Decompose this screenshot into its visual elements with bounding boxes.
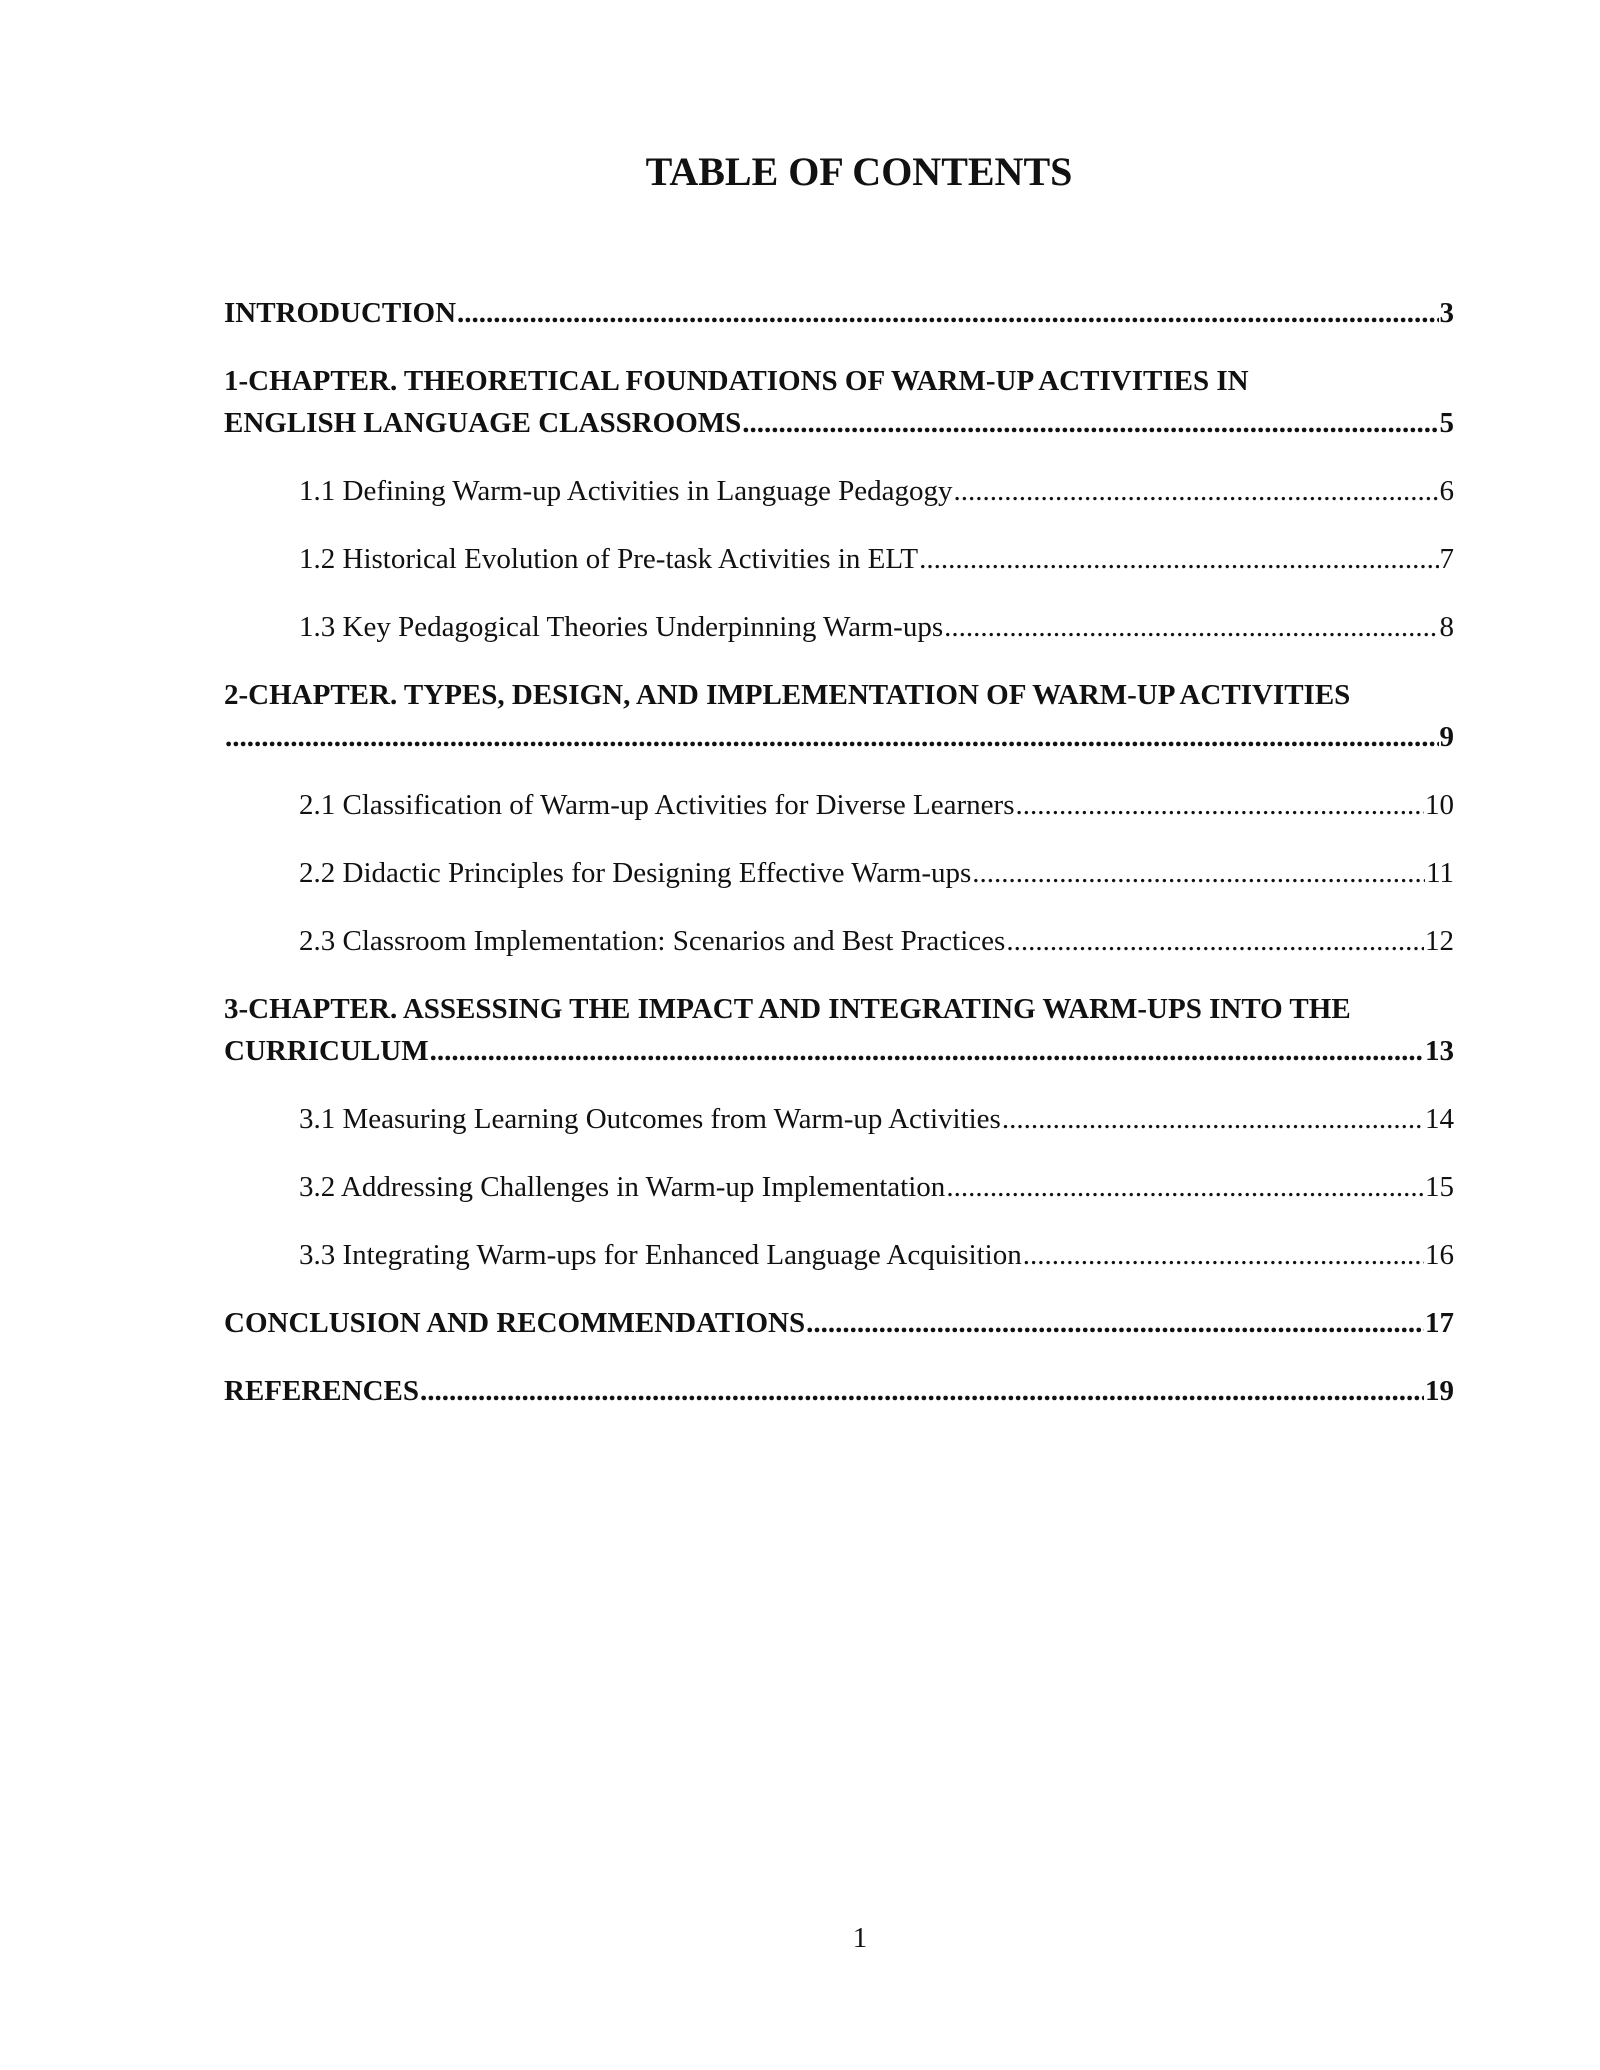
- toc-dot-leader: [972, 852, 1425, 894]
- toc-chapter-entry[interactable]: [224, 1370, 1454, 1438]
- toc-section-entry[interactable]: [299, 1098, 1454, 1166]
- toc-chapter-entry[interactable]: [224, 988, 1454, 1098]
- toc-section-entry[interactable]: [299, 920, 1454, 988]
- toc-page-number: 13: [1425, 1035, 1454, 1067]
- toc-chapter-entry[interactable]: [224, 1302, 1454, 1370]
- toc-entry-title: 3.1 Measuring Learning Outcomes from Warm-up Activities: [299, 1103, 1001, 1135]
- toc-entry-title: 3.2 Addressing Challenges in Warm-up Implementation: [299, 1171, 946, 1203]
- toc-section-entry[interactable]: [299, 852, 1454, 920]
- toc-section-entry[interactable]: [299, 784, 1454, 852]
- toc-entry-title-line: 2-CHAPTER. TYPES, DESIGN, AND IMPLEMENTATION OF WARM-UP ACTIVITIES: [224, 679, 1351, 711]
- toc-dot-leader: [420, 1370, 1424, 1412]
- toc-page-number: 3: [1439, 297, 1454, 329]
- toc-entry-title: 1.3 Key Pedagogical Theories Underpinning Warm-ups: [299, 611, 944, 643]
- toc-dot-leader: [1023, 1234, 1424, 1276]
- toc-section-entry[interactable]: [299, 1234, 1454, 1302]
- page-title: TABLE OF CONTENTS: [645, 149, 1073, 194]
- toc-dot-leader: [1002, 1098, 1424, 1140]
- toc-chapter-entry[interactable]: [224, 674, 1454, 784]
- toc-dot-leader: [1006, 920, 1424, 962]
- toc-entry-title: 2.3 Classroom Implementation: Scenarios and Best Practices: [299, 925, 1006, 957]
- toc-entry-title: REFERENCES: [224, 1375, 419, 1407]
- toc-entry-title: 1.1 Defining Warm-up Activities in Language Pedagogy: [299, 475, 953, 507]
- toc-page-number: 14: [1425, 1103, 1454, 1135]
- toc-dot-leader: [1015, 784, 1424, 826]
- toc-dot-leader: [457, 292, 1438, 334]
- toc-dot-leader: [946, 1166, 1424, 1208]
- toc-dot-leader: [954, 470, 1439, 512]
- toc-page-number: 11: [1426, 857, 1454, 889]
- toc-entry-title-line: 3-CHAPTER. ASSESSING THE IMPACT AND INTEGRATING WARM-UPS INTO THE: [224, 993, 1351, 1025]
- toc-entry-title: INTRODUCTION: [224, 297, 457, 329]
- toc-chapter-entry[interactable]: [224, 360, 1454, 470]
- toc-entry-title: 2.1 Classification of Warm-up Activities for Diverse Learners: [299, 789, 1015, 821]
- toc-page-number: 12: [1425, 925, 1454, 957]
- toc-page-number: 10: [1425, 789, 1454, 821]
- toc-section-entry[interactable]: [299, 538, 1454, 606]
- toc-entry-title: CURRICULUM: [224, 1035, 429, 1067]
- toc-dot-leader: [919, 538, 1438, 580]
- toc-dot-leader: [430, 1030, 1424, 1072]
- toc-entry-title: 2.2 Didactic Principles for Designing Effective Warm-ups: [299, 857, 972, 889]
- toc-dot-leader: [742, 402, 1438, 444]
- toc-dot-leader: [944, 606, 1438, 648]
- toc-section-entry[interactable]: [299, 470, 1454, 538]
- toc-page-number: 8: [1439, 611, 1454, 643]
- toc-page-number: 17: [1425, 1307, 1454, 1339]
- toc-dot-leader: [225, 716, 1439, 758]
- toc-entry-title: ENGLISH LANGUAGE CLASSROOMS: [224, 407, 742, 439]
- toc-dot-leader: [806, 1302, 1424, 1344]
- toc-page-number: 15: [1425, 1171, 1454, 1203]
- toc-entry-title-line: 1-CHAPTER. THEORETICAL FOUNDATIONS OF WARM-UP ACTIVITIES IN: [224, 365, 1249, 397]
- toc-entry-title: CONCLUSION AND RECOMMENDATIONS: [224, 1307, 806, 1339]
- toc-section-entry[interactable]: [299, 1166, 1454, 1234]
- toc-page-number: 16: [1425, 1239, 1454, 1271]
- toc-page-number: 6: [1439, 475, 1454, 507]
- toc-chapter-entry[interactable]: [224, 292, 1454, 360]
- table-of-contents: [224, 292, 1454, 1438]
- toc-page-number: 5: [1439, 407, 1454, 439]
- toc-entry-title: 3.3 Integrating Warm-ups for Enhanced Language Acquisition: [299, 1239, 1022, 1271]
- toc-page-number: 7: [1439, 543, 1454, 575]
- toc-page-number: 19: [1425, 1375, 1454, 1407]
- toc-page-number: 9: [1439, 721, 1454, 753]
- toc-entry-title: 1.2 Historical Evolution of Pre-task Activities in ELT: [299, 543, 919, 575]
- page-number: 1: [852, 1922, 868, 1954]
- toc-section-entry[interactable]: [299, 606, 1454, 674]
